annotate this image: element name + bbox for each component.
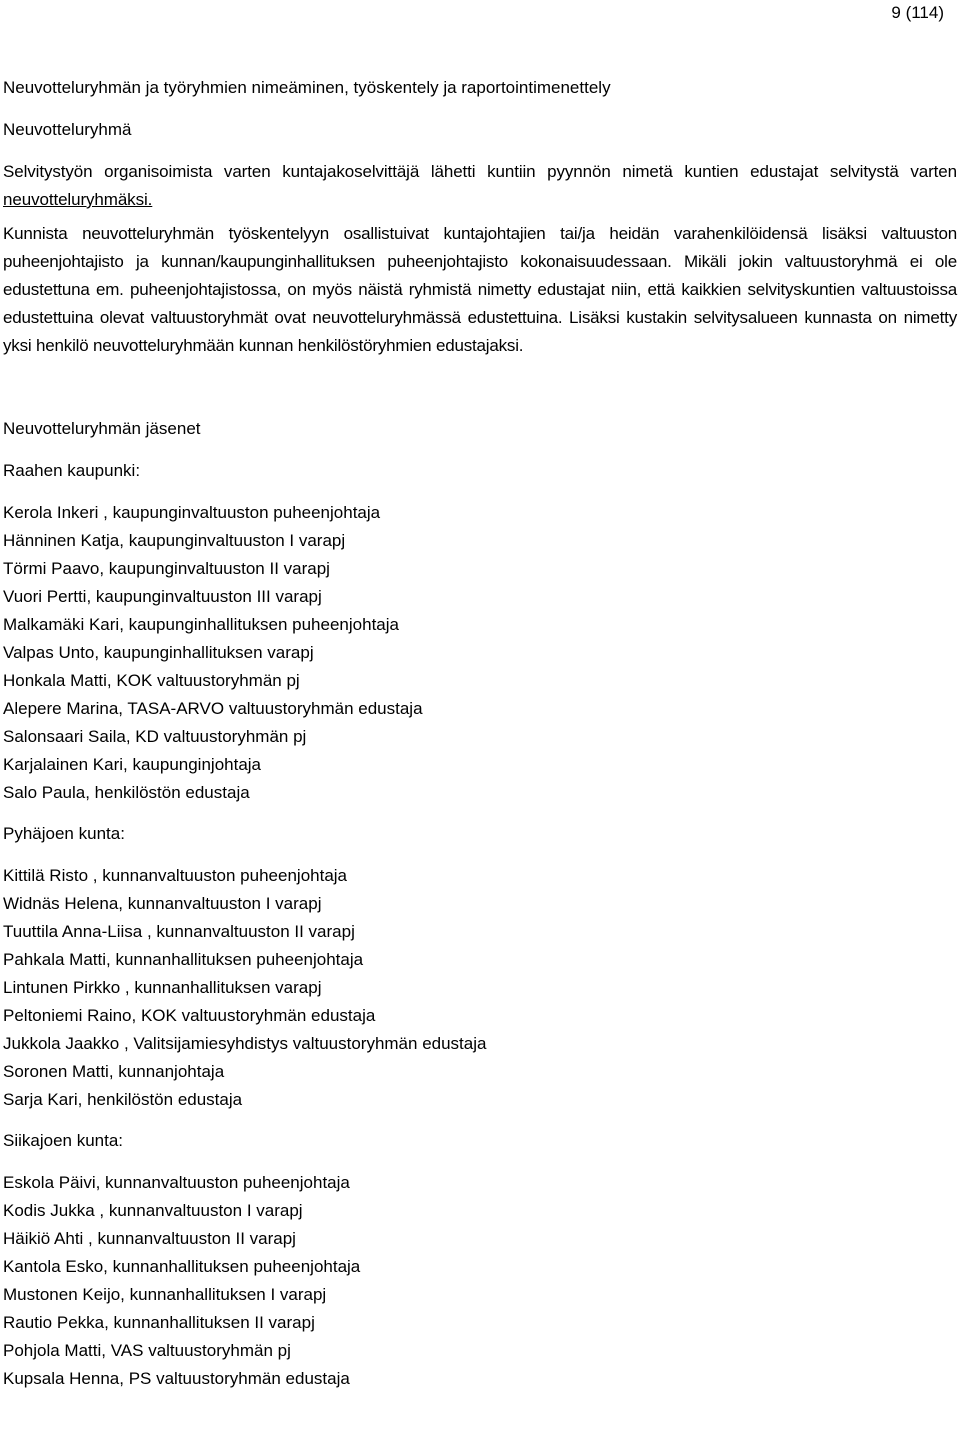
member-list-raahe — [3, 499, 957, 807]
member-item: Tuuttila Anna-Liisa , kunnanvaltuuston II varapj — [3, 922, 355, 941]
member-item: Törmi Paavo, kaupunginvaltuuston II varapj — [3, 559, 330, 578]
member-item: Kupsala Henna, PS valtuustoryhmän edustaja — [3, 1369, 350, 1388]
member-item: Mustonen Keijo, kunnanhallituksen I varapj — [3, 1285, 327, 1304]
member-item: Hänninen Katja, kaupunginvaltuuston I varapj — [3, 531, 346, 550]
member-list-siikajoki — [3, 1169, 957, 1393]
member-item: Sarja Kari, henkilöstön edustaja — [3, 1090, 243, 1109]
member-item: Lintunen Pirkko , kunnanhallituksen varapj — [3, 978, 322, 997]
member-item: Widnäs Helena, kunnanvaltuuston I varapj — [3, 894, 322, 913]
member-item: Pahkala Matti, kunnanhallituksen puheenjohtaja — [3, 950, 364, 969]
page-number: 9 (114) — [891, 3, 944, 22]
member-item: Vuori Pertti, kaupunginvaltuuston III varapj — [3, 587, 322, 606]
intro-paragraph — [3, 158, 957, 214]
member-item: Häikiö Ahti , kunnanvaltuuston II varapj — [3, 1229, 296, 1248]
member-item: Salo Paula, henkilöstön edustaja — [3, 783, 250, 802]
member-item: Eskola Päivi, kunnanvaltuuston puheenjohtaja — [3, 1173, 350, 1192]
municipality-heading-pyhajoki: Pyhäjoen kunta: — [3, 824, 125, 843]
member-list-pyhajoki — [3, 862, 957, 1114]
member-item: Kerola Inkeri , kaupunginvaltuuston puheenjohtaja — [3, 503, 381, 522]
municipality-heading-raahe: Raahen kaupunki: — [3, 461, 141, 480]
member-item: Pohjola Matti, VAS valtuustoryhmän pj — [3, 1341, 291, 1360]
intro-paragraph-text: Selvitystyön organisoimista varten kuntajakoselvittäjä lähetti kuntiin pyynnön nimetä kuntien edustajat selvitystä varten — [3, 162, 957, 181]
member-item: Kittilä Risto , kunnanvaltuuston puheenjohtaja — [3, 866, 348, 885]
subsection-title: Neuvotteluryhmä — [3, 120, 132, 139]
member-item: Honkala Matti, KOK valtuustoryhmän pj — [3, 671, 300, 690]
member-item: Kodis Jukka , kunnanvaltuuston I varapj — [3, 1201, 303, 1220]
composition-paragraph: Kunnista neuvotteluryhmän työskentelyyn osallistuivat kuntajohtajien tai/ja heidän varahenkilöidensä lisäksi valtuuston puheenjohtajisto ja kunnan/kaupunginhallituksen puheenjohtajisto kokonaisuudessaan. Mikäli jokin valtuustoryhmä ei ole edustettuna em. puheenjohtajistossa, on myös näistä ryhmistä nimetty edustajat niin, että kaikkien selvityskuntien valtuustoissa edustettuina olevat valtuustoryhmät ovat neuvotteluryhmässä edustettuina. Lisäksi kustakin selvitysalueen kunnasta on nimetty yksi henkilö neuvotteluryhmään kunnan henkilöstöryhmien edustajaksi. — [3, 224, 957, 355]
members-heading: Neuvotteluryhmän jäsenet — [3, 419, 201, 438]
member-item: Karjalainen Kari, kaupunginjohtaja — [3, 755, 262, 774]
member-item: Soronen Matti, kunnanjohtaja — [3, 1062, 225, 1081]
member-item: Kantola Esko, kunnanhallituksen puheenjohtaja — [3, 1257, 361, 1276]
municipality-heading-siikajoki: Siikajoen kunta: — [3, 1131, 124, 1150]
member-item: Rautio Pekka, kunnanhallituksen II varapj — [3, 1313, 315, 1332]
underlined-term: neuvotteluryhmäksi. — [3, 190, 153, 209]
section-title: Neuvotteluryhmän ja työryhmien nimeäminen, työskentely ja raportointimenettely — [3, 78, 611, 97]
member-item: Alepere Marina, TASA-ARVO valtuustoryhmän edustaja — [3, 699, 423, 718]
member-item: Salonsaari Saila, KD valtuustoryhmän pj — [3, 727, 307, 746]
document-body — [3, 74, 957, 1406]
member-item: Valpas Unto, kaupunginhallituksen varapj — [3, 643, 314, 662]
member-item: Peltoniemi Raino, KOK valtuustoryhmän edustaja — [3, 1006, 376, 1025]
member-item: Jukkola Jaakko , Valitsijamiesyhdistys valtuustoryhmän edustaja — [3, 1034, 487, 1053]
member-item: Malkamäki Kari, kaupunginhallituksen puheenjohtaja — [3, 615, 399, 634]
